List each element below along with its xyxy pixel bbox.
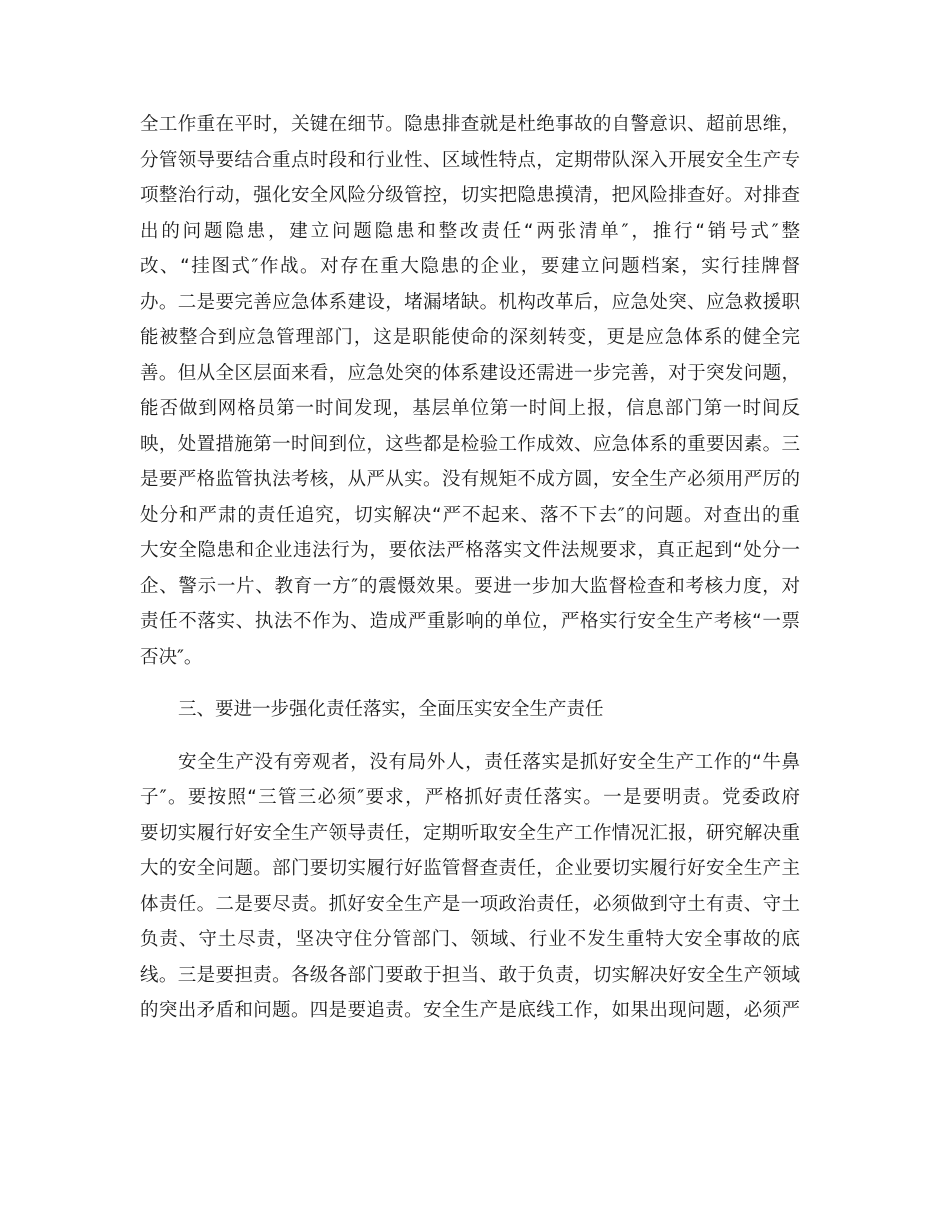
text-line: 线。三是要担责。各级各部门要敢于担当、敢于负责，切实解决好安全生产领域 xyxy=(140,964,800,986)
text-line: 大的安全问题。部门要切实履行好监管督查责任，企业要切实履行好安全生产主 xyxy=(140,858,800,879)
text-line: 子″。要按照“三管三必须″要求，严格抓好责任落实。一是要明责。党委政府 xyxy=(140,787,800,808)
text-line: 责任不落实、执法不作为、造成严重影响的单位，严格实行安全生产考核“一票 xyxy=(140,611,800,632)
text-line: 负责、守土尽责，坚决守住分管部门、领域、行业不发生重特大安全事故的底 xyxy=(140,929,800,950)
text-line: 映，处置措施第一时间到位，这些都是检验工作成效、应急体系的重要因素。三 xyxy=(140,433,800,455)
paragraph-gap xyxy=(140,675,800,692)
text-line: 要切实履行好安全生产领导责任，定期听取安全生产工作情况汇报，研究解决重 xyxy=(140,822,800,844)
paragraph-gap xyxy=(140,728,800,745)
text-line: 处分和严肃的责任追究，切实解决“严不起来、落不下去″的问题。对查出的重 xyxy=(140,504,800,526)
paragraph-2 xyxy=(140,745,800,1029)
text-line: 的突出矛盾和问题。四是要追责。安全生产是底线工作，如果出现问题，必须严 xyxy=(140,1000,800,1021)
paragraph-1 xyxy=(140,107,800,675)
text-line: 分管领导要结合重点时段和行业性、区域性特点，定期带队深入开展安全生产专 xyxy=(140,149,800,171)
text-line: 企、警示一片、教育一方″的震慑效果。要进一步加大监督检查和考核力度，对 xyxy=(140,575,800,597)
text-line: 出的问题隐患，建立问题隐患和整改责任“两张清单″，推行“销号式″整 xyxy=(140,220,800,242)
text-line: 是要严格监管执法考核，从严从实。没有规矩不成方圆，安全生产必须用严厉的 xyxy=(140,469,800,490)
text-line: 大安全隐患和企业违法行为，要依法严格落实文件法规要求，真正起到“处分一 xyxy=(140,540,800,561)
text-line: 善。但从全区层面来看，应急处突的体系建设还需进一步完善，对于突发问题， xyxy=(140,362,800,384)
document-body xyxy=(140,107,800,1029)
text-line: 改、“挂图式″作战。对存在重大隐患的企业，要建立问题档案，实行挂牌督 xyxy=(140,256,800,277)
text-line: 办。二是要完善应急体系建设，堵漏堵缺。机构改革后，应急处突、应急救援职 xyxy=(140,291,800,313)
text-line: 能被整合到应急管理部门，这是职能使命的深刻转变，更是应急体系的健全完 xyxy=(140,327,800,348)
text-line: 否决″。 xyxy=(140,646,203,668)
text-line: 能否做到网格员第一时间发现，基层单位第一时间上报，信息部门第一时间反 xyxy=(140,398,800,419)
text-line: 全工作重在平时，关键在细节。隐患排查就是杜绝事故的自警意识、超前思维， xyxy=(140,114,800,135)
text-line: 安全生产没有旁观者，没有局外人，责任落实是抓好安全生产工作的“牛鼻 xyxy=(178,751,800,773)
text-line: 项整治行动，强化安全风险分级管控，切实把隐患摸清，把风险排查好。对排查 xyxy=(140,185,800,206)
section-heading: 三、要进一步强化责任落实，全面压实安全生产责任 xyxy=(178,699,604,720)
text-line: 体责任。二是要尽责。抓好安全生产是一项政治责任，必须做到守土有责、守土 xyxy=(140,893,800,915)
